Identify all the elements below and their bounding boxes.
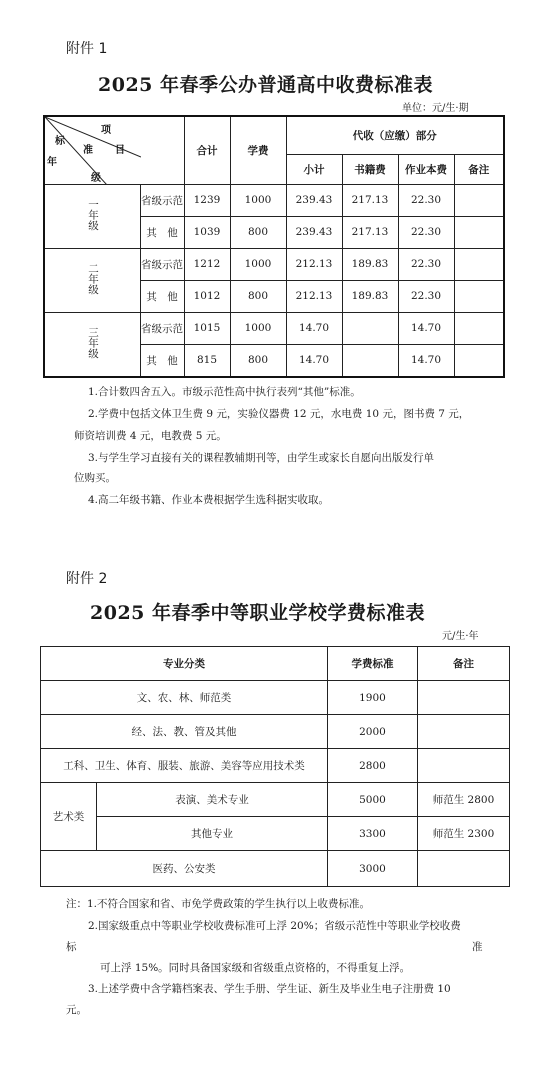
fee-table-1 (43, 115, 505, 378)
header-subtotal: 小计 (286, 154, 342, 184)
cell-books: 217.13 (342, 184, 398, 216)
cell-workbook: 22.30 (398, 248, 454, 280)
category-cell: 医药、公安类 (41, 851, 328, 887)
note-2-3b: 元。 (66, 1004, 87, 1016)
cell-tuition: 800 (230, 280, 286, 312)
diag-label-mu: 目 (115, 145, 125, 156)
diag-label-zhun: 准 (83, 145, 93, 156)
diag-label-biao: 标 (55, 136, 65, 147)
school-type: 其 他 (140, 216, 184, 248)
header-remarks: 备注 (454, 154, 504, 184)
fee-cell: 3000 (328, 851, 418, 887)
table-title-2: 2025 年春季中等职业学校学费标准表 (90, 602, 425, 624)
note-2-1: 注：1.不符合国家和省、市免学费政策的学生执行以上收费标准。 (66, 898, 371, 910)
grade-label-3: 三年级 (44, 312, 140, 377)
cell-remarks (454, 216, 504, 248)
school-type: 其 他 (140, 280, 184, 312)
remarks-cell: 师范生 2300 (418, 817, 510, 851)
grade-label-2: 二年级 (44, 248, 140, 312)
note-1-4: 4.高二年级书籍、作业本费根据学生选科据实收取。 (88, 494, 330, 506)
table-row (41, 817, 510, 851)
note-1-3: 3.与学生学习直接有关的课程教辅期刊等，由学生或家长自愿向出版发行单 (88, 452, 435, 464)
note-2-2: 2.国家级重点中等职业学校收费标准可上浮 20%；省级示范性中等职业学校收费 (88, 920, 461, 932)
diag-label-top: 项 (101, 125, 111, 136)
cell-remarks (454, 248, 504, 280)
school-type: 省级示范 (140, 312, 184, 344)
fee-cell: 2000 (328, 715, 418, 749)
cell-remarks (454, 184, 504, 216)
unit-label-1: 单位：元/生·期 (402, 103, 469, 114)
remarks-cell (418, 749, 510, 783)
header-collect-group: 代收（应缴）部分 (286, 116, 504, 154)
note-1-2b: 师资培训费 4 元，电教费 5 元。 (74, 430, 227, 442)
cell-workbook: 14.70 (398, 312, 454, 344)
note-2-2d: 可上浮 15%。同时具备国家级和省级重点资格的，不得重复上浮。 (100, 962, 411, 974)
cell-total: 1039 (184, 216, 230, 248)
fee-table-2 (40, 646, 510, 887)
table-title-1: 2025 年春季公办普通高中收费标准表 (98, 74, 433, 96)
diagonal-header-cell (44, 116, 184, 184)
fee-cell: 5000 (328, 783, 418, 817)
cell-books: 217.13 (342, 216, 398, 248)
cell-tuition: 800 (230, 344, 286, 377)
school-type: 其 他 (140, 344, 184, 377)
remarks-cell (418, 715, 510, 749)
cell-total: 1012 (184, 280, 230, 312)
cell-total: 1239 (184, 184, 230, 216)
table-row (41, 681, 510, 715)
cell-subtotal: 14.70 (286, 312, 342, 344)
remarks-cell (418, 681, 510, 715)
category-cell: 其他专业 (97, 817, 328, 851)
table-row (44, 184, 504, 216)
grade-label-1: 一年级 (44, 184, 140, 248)
remarks-cell: 师范生 2800 (418, 783, 510, 817)
arts-group-cell: 艺术类 (41, 783, 97, 851)
cell-books (342, 344, 398, 377)
note-2-3: 3.上述学费中含学籍档案表、学生手册、学生证、新生及毕业生电子注册费 10 (88, 983, 451, 995)
category-cell: 工科、卫生、体育、服装、旅游、美容等应用技术类 (41, 749, 328, 783)
cell-tuition: 1000 (230, 312, 286, 344)
note-2-2c: 准 (472, 941, 483, 953)
fee-cell: 1900 (328, 681, 418, 715)
header-workbook: 作业本费 (398, 154, 454, 184)
diag-label-ji: 级 (91, 173, 101, 184)
cell-subtotal: 212.13 (286, 248, 342, 280)
note-1-3b: 位购买。 (74, 472, 116, 484)
cell-subtotal: 14.70 (286, 344, 342, 377)
cell-workbook: 22.30 (398, 280, 454, 312)
cell-total: 1015 (184, 312, 230, 344)
cell-subtotal: 239.43 (286, 184, 342, 216)
category-cell: 文、农、林、师范类 (41, 681, 328, 715)
header-fee: 学费标准 (328, 647, 418, 681)
diag-label-nian: 年 (47, 157, 57, 168)
cell-books: 189.83 (342, 280, 398, 312)
cell-total: 1212 (184, 248, 230, 280)
cell-remarks (454, 344, 504, 377)
table-row (44, 312, 504, 344)
category-cell: 表演、美术专业 (97, 783, 328, 817)
table-row (41, 715, 510, 749)
header-tuition: 学费 (230, 116, 286, 184)
cell-books (342, 312, 398, 344)
table-row (44, 248, 504, 280)
remarks-cell (418, 851, 510, 887)
header-category: 专业分类 (41, 647, 328, 681)
fee-cell: 3300 (328, 817, 418, 851)
cell-total: 815 (184, 344, 230, 377)
cell-subtotal: 212.13 (286, 280, 342, 312)
attachment-label-1: 附件 1 (66, 41, 108, 57)
table-row (41, 783, 510, 817)
note-1-1: 1.合计数四舍五入。市级示范性高中执行表列“其他”标准。 (88, 386, 361, 398)
header-remarks-2: 备注 (418, 647, 510, 681)
cell-workbook: 22.30 (398, 184, 454, 216)
fee-cell: 2800 (328, 749, 418, 783)
note-1-2: 2.学费中包括文体卫生费 9 元，实验仪器费 12 元，水电费 10 元，图书费 7 元， (88, 408, 470, 420)
table-row (41, 851, 510, 887)
cell-tuition: 1000 (230, 248, 286, 280)
table-row (41, 749, 510, 783)
cell-remarks (454, 280, 504, 312)
cell-remarks (454, 312, 504, 344)
attachment-label-2: 附件 2 (66, 571, 108, 587)
header-books: 书籍费 (342, 154, 398, 184)
cell-tuition: 1000 (230, 184, 286, 216)
cell-tuition: 800 (230, 216, 286, 248)
cell-workbook: 22.30 (398, 216, 454, 248)
school-type: 省级示范 (140, 184, 184, 216)
cell-subtotal: 239.43 (286, 216, 342, 248)
category-cell: 经、法、教、管及其他 (41, 715, 328, 749)
note-2-2b: 标 (66, 941, 77, 953)
unit-label-2: 元/生·年 (442, 631, 479, 642)
cell-workbook: 14.70 (398, 344, 454, 377)
school-type: 省级示范 (140, 248, 184, 280)
header-total: 合计 (184, 116, 230, 184)
cell-books: 189.83 (342, 248, 398, 280)
